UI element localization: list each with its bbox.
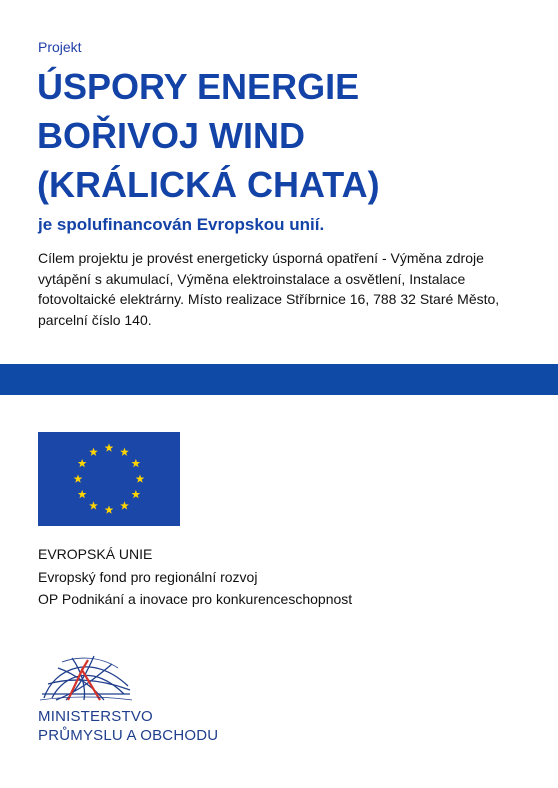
project-title-line-2: BOŘIVOJ WIND: [37, 115, 306, 156]
project-title: [37, 62, 537, 209]
ministry-name-line-1: MINISTERSTVO: [38, 708, 153, 725]
ministry-name-line-2: PRŮMYSLU A OBCHODU: [38, 727, 219, 744]
project-description: Cílem projektu je provést energeticky úsporná opatření - Výměna zdroje vytápění s akumulací, Výměna elektroinstalace a osvětlení, Instalace fotovoltaické elektrárny. Místo realizace Stříbrnice 16, 788 32 Staré Město, parcelní číslo 140.: [38, 250, 500, 328]
eu-union-label: EVROPSKÁ UNIE: [38, 546, 153, 562]
project-title-line-1: ÚSPORY ENERGIE: [37, 66, 360, 107]
project-label: Projekt: [38, 39, 82, 55]
ministry-name: [38, 707, 218, 745]
cofinancing-subtitle: je spolufinancován Evropskou unií.: [38, 215, 325, 234]
eu-fund-label: Evropský fond pro regionální rozvoj: [38, 568, 258, 585]
eu-funding-block: [38, 543, 352, 611]
blue-band-divider: [0, 364, 558, 395]
eu-flag-icon: [38, 432, 180, 526]
project-title-line-3: (KRÁLICKÁ CHATA): [37, 164, 380, 205]
eu-programme-label: OP Podnikání a inovace pro konkurenceschopnost: [38, 591, 353, 607]
ministry-globe-logo-icon: [38, 650, 134, 702]
